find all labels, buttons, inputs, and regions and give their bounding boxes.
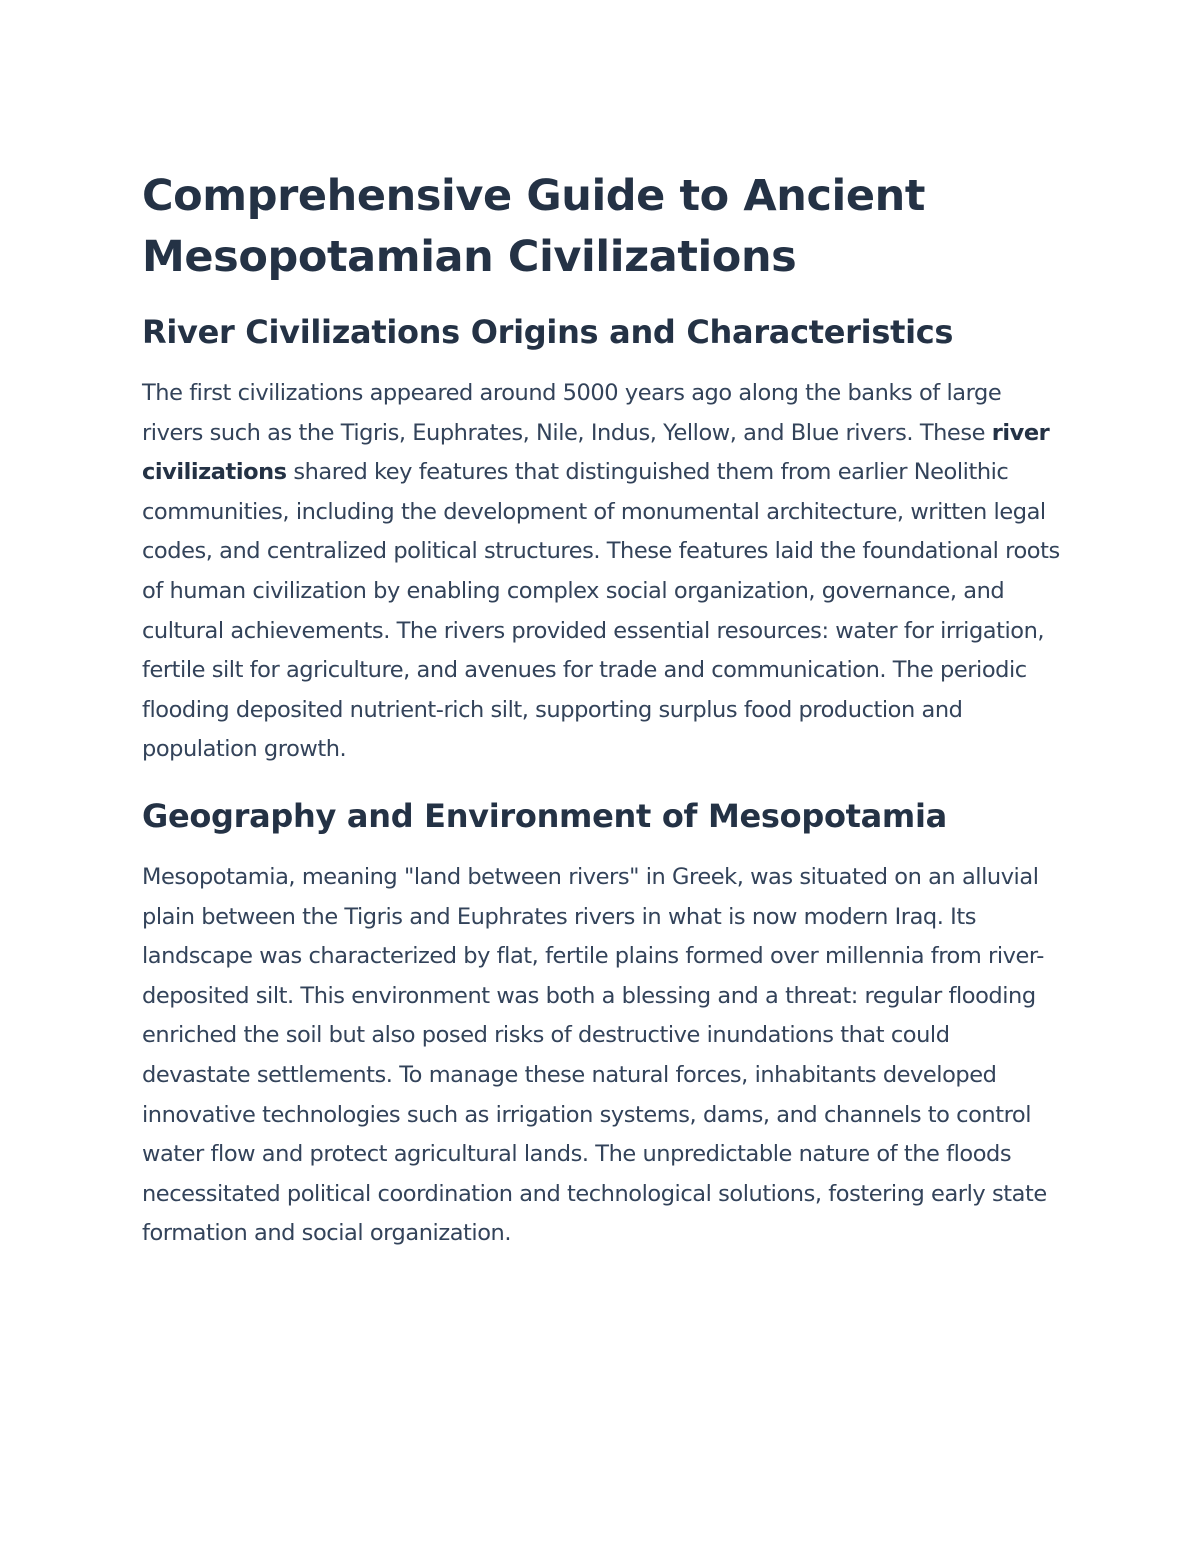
paragraph-river-civilizations (142, 374, 1062, 770)
bold-term-river-civilizations: river civilizations (142, 419, 1050, 486)
paragraph-text-end: shared key features that distinguished them from earlier Neolithic communities, including the development of monumental architecture, written legal codes, and centralized political structures. These features laid the foundational roots of human civilization by enabling complex social organization, governance, and cultural achievements. The rivers provided essential resources: water for irrigation, fertile silt for agriculture, and avenues for trade and communication. The periodic flooding deposited nutrient-rich silt, supporting surplus food production and population growth. (142, 459, 1060, 763)
section-heading-geography: Geography and Environment of Mesopotamia (142, 796, 947, 835)
section-heading-river-civilizations: River Civilizations Origins and Characteristics (142, 313, 954, 351)
paragraph-geography: Mesopotamia, meaning "land between rivers" in Greek, was situated on an alluvial plain between the Tigris and Euphrates rivers in what is now modern Iraq. Its landscape was characterized by flat, fertile plains formed over millennia from river-deposited silt. This environment was both a blessing and a threat: regular flooding enriched the soil but also posed risks of destructive inundations that could devastate settlements. To manage these natural forces, inhabitants developed innovative technologies such as irrigation systems, dams, and channels to control water flow and protect agricultural lands. The unpredictable nature of the floods necessitated political coordination and technological solutions, fostering early state formation and social organization. (142, 863, 1047, 1247)
document-page (142, 166, 1062, 1254)
document-title: Comprehensive Guide to Ancient Mesopotamian Civilizations (142, 171, 926, 282)
paragraph-text-start: The first civilizations appeared around 5000 years ago along the banks of large rivers such as the Tigris, Euphrates, Nile, Indus, Yellow, and Blue rivers. These (142, 380, 1002, 446)
